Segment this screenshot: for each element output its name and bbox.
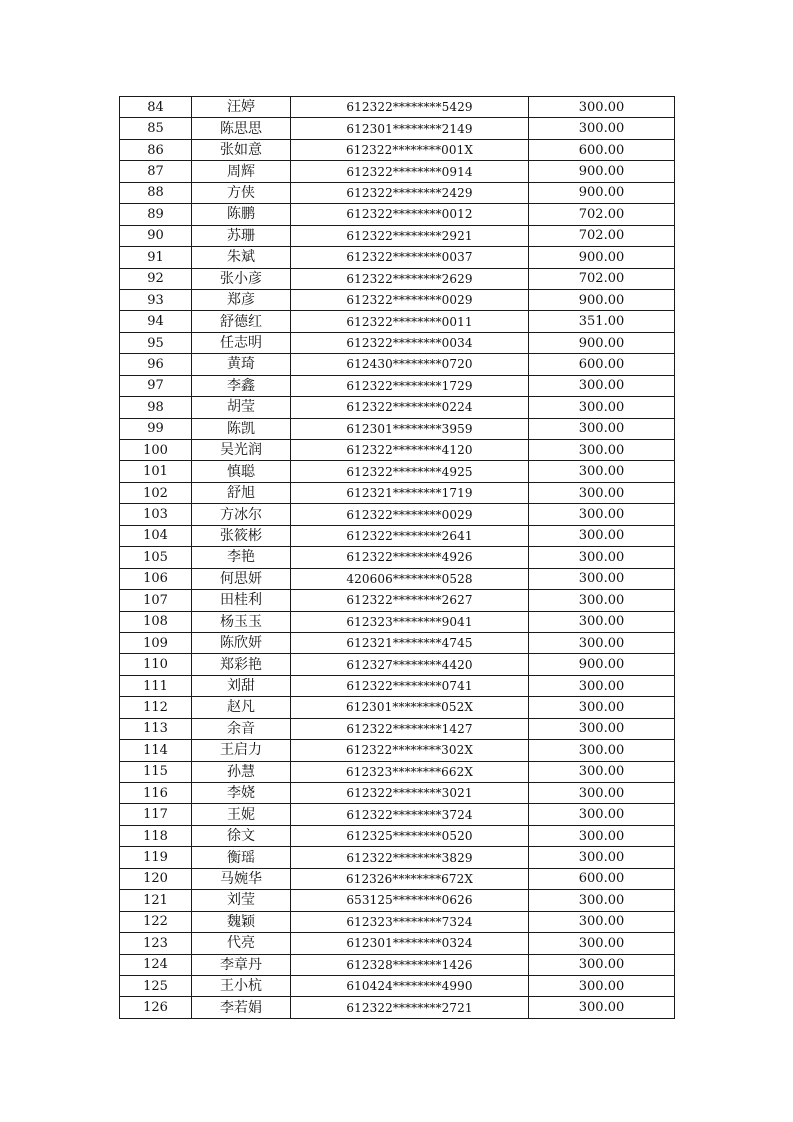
id-card-cell: 612322********2921: [291, 225, 529, 246]
amount-cell: 351.00: [529, 311, 675, 332]
id-card-cell: 612322********001X: [291, 139, 529, 160]
row-number-cell: 84: [120, 97, 192, 118]
id-card-cell: 612323********662X: [291, 761, 529, 782]
amount-cell: 300.00: [529, 440, 675, 461]
row-number-cell: 105: [120, 547, 192, 568]
table-row: [120, 847, 675, 868]
amount-cell: 300.00: [529, 911, 675, 932]
id-card-cell: 612322********2721: [291, 997, 529, 1018]
row-number-cell: 112: [120, 697, 192, 718]
table-row: [120, 247, 675, 268]
table-row: [120, 311, 675, 332]
id-card-cell: 612322********302X: [291, 740, 529, 761]
row-number-cell: 99: [120, 418, 192, 439]
id-card-cell: 612322********2429: [291, 182, 529, 203]
name-cell: 张筱彬: [192, 525, 291, 546]
row-number-cell: 94: [120, 311, 192, 332]
amount-cell: 900.00: [529, 182, 675, 203]
table-row: [120, 568, 675, 589]
id-card-cell: 612430********0720: [291, 354, 529, 375]
id-card-cell: 612322********0029: [291, 289, 529, 310]
name-cell: 李鑫: [192, 375, 291, 396]
id-card-cell: 612322********4925: [291, 461, 529, 482]
name-cell: 赵凡: [192, 697, 291, 718]
table-row: [120, 761, 675, 782]
table-row: [120, 97, 675, 118]
id-card-cell: 653125********0626: [291, 890, 529, 911]
row-number-cell: 109: [120, 632, 192, 653]
table-row: [120, 933, 675, 954]
table-row: [120, 418, 675, 439]
row-number-cell: 86: [120, 139, 192, 160]
name-cell: 方侠: [192, 182, 291, 203]
row-number-cell: 111: [120, 675, 192, 696]
table-row: [120, 354, 675, 375]
table-row: [120, 890, 675, 911]
row-number-cell: 92: [120, 268, 192, 289]
id-card-cell: 612322********5429: [291, 97, 529, 118]
id-card-cell: 612322********3829: [291, 847, 529, 868]
table-row: [120, 654, 675, 675]
table-row: [120, 440, 675, 461]
amount-cell: 900.00: [529, 247, 675, 268]
row-number-cell: 116: [120, 783, 192, 804]
amount-cell: 300.00: [529, 504, 675, 525]
amount-cell: 300.00: [529, 804, 675, 825]
table-row: [120, 289, 675, 310]
row-number-cell: 97: [120, 375, 192, 396]
amount-cell: 900.00: [529, 161, 675, 182]
table-row: [120, 225, 675, 246]
name-cell: 周辉: [192, 161, 291, 182]
amount-cell: 702.00: [529, 268, 675, 289]
id-card-cell: 420606********0528: [291, 568, 529, 589]
row-number-cell: 102: [120, 482, 192, 503]
row-number-cell: 124: [120, 954, 192, 975]
name-cell: 刘莹: [192, 890, 291, 911]
amount-cell: 702.00: [529, 204, 675, 225]
amount-cell: 300.00: [529, 568, 675, 589]
table-row: [120, 547, 675, 568]
name-cell: 陈鹏: [192, 204, 291, 225]
amount-cell: 300.00: [529, 890, 675, 911]
row-number-cell: 107: [120, 590, 192, 611]
row-number-cell: 95: [120, 332, 192, 353]
name-cell: 王启力: [192, 740, 291, 761]
amount-cell: 300.00: [529, 783, 675, 804]
table-row: [120, 482, 675, 503]
id-card-cell: 612322********4926: [291, 547, 529, 568]
name-cell: 张小彦: [192, 268, 291, 289]
id-card-cell: 612301********052X: [291, 697, 529, 718]
id-card-cell: 612322********1729: [291, 375, 529, 396]
table-row: [120, 783, 675, 804]
table-row: [120, 504, 675, 525]
amount-cell: 300.00: [529, 461, 675, 482]
table-row: [120, 632, 675, 653]
row-number-cell: 123: [120, 933, 192, 954]
name-cell: 魏颖: [192, 911, 291, 932]
name-cell: 余音: [192, 718, 291, 739]
name-cell: 代亮: [192, 933, 291, 954]
amount-cell: 300.00: [529, 933, 675, 954]
amount-cell: 600.00: [529, 868, 675, 889]
table-row: [120, 804, 675, 825]
row-number-cell: 93: [120, 289, 192, 310]
roster-table: [119, 96, 675, 1019]
row-number-cell: 103: [120, 504, 192, 525]
row-number-cell: 119: [120, 847, 192, 868]
name-cell: 郑彩艳: [192, 654, 291, 675]
table-row: [120, 182, 675, 203]
row-number-cell: 85: [120, 118, 192, 139]
table-row: [120, 697, 675, 718]
row-number-cell: 114: [120, 740, 192, 761]
table-row: [120, 525, 675, 546]
table-row: [120, 975, 675, 996]
name-cell: 苏珊: [192, 225, 291, 246]
id-card-cell: 612326********672X: [291, 868, 529, 889]
table-row: [120, 868, 675, 889]
name-cell: 舒德红: [192, 311, 291, 332]
amount-cell: 300.00: [529, 397, 675, 418]
amount-cell: 600.00: [529, 139, 675, 160]
row-number-cell: 98: [120, 397, 192, 418]
table-row: [120, 954, 675, 975]
amount-cell: 300.00: [529, 718, 675, 739]
row-number-cell: 108: [120, 611, 192, 632]
name-cell: 何思妍: [192, 568, 291, 589]
table-row: [120, 997, 675, 1018]
amount-cell: 300.00: [529, 97, 675, 118]
name-cell: 刘甜: [192, 675, 291, 696]
amount-cell: 300.00: [529, 611, 675, 632]
amount-cell: 300.00: [529, 847, 675, 868]
amount-cell: 300.00: [529, 118, 675, 139]
id-card-cell: 612327********4420: [291, 654, 529, 675]
table-row: [120, 825, 675, 846]
amount-cell: 300.00: [529, 375, 675, 396]
name-cell: 李若娟: [192, 997, 291, 1018]
id-card-cell: 612322********0037: [291, 247, 529, 268]
id-card-cell: 612323********9041: [291, 611, 529, 632]
name-cell: 李章丹: [192, 954, 291, 975]
id-card-cell: 612322********3724: [291, 804, 529, 825]
name-cell: 郑彦: [192, 289, 291, 310]
table-row: [120, 675, 675, 696]
name-cell: 方冰尔: [192, 504, 291, 525]
row-number-cell: 125: [120, 975, 192, 996]
amount-cell: 300.00: [529, 675, 675, 696]
name-cell: 黄琦: [192, 354, 291, 375]
id-card-cell: 612301********2149: [291, 118, 529, 139]
row-number-cell: 96: [120, 354, 192, 375]
table-row: [120, 332, 675, 353]
amount-cell: 300.00: [529, 547, 675, 568]
name-cell: 马婉华: [192, 868, 291, 889]
row-number-cell: 121: [120, 890, 192, 911]
id-card-cell: 610424********4990: [291, 975, 529, 996]
name-cell: 舒旭: [192, 482, 291, 503]
name-cell: 衡瑶: [192, 847, 291, 868]
name-cell: 李娆: [192, 783, 291, 804]
amount-cell: 300.00: [529, 975, 675, 996]
id-card-cell: 612322********0034: [291, 332, 529, 353]
amount-cell: 300.00: [529, 632, 675, 653]
row-number-cell: 91: [120, 247, 192, 268]
row-number-cell: 120: [120, 868, 192, 889]
table-row: [120, 375, 675, 396]
name-cell: 吴光润: [192, 440, 291, 461]
amount-cell: 300.00: [529, 954, 675, 975]
amount-cell: 900.00: [529, 654, 675, 675]
name-cell: 李艳: [192, 547, 291, 568]
table-row: [120, 161, 675, 182]
row-number-cell: 87: [120, 161, 192, 182]
name-cell: 慎聪: [192, 461, 291, 482]
table-row: [120, 590, 675, 611]
table-row: [120, 397, 675, 418]
name-cell: 陈欣妍: [192, 632, 291, 653]
table-row: [120, 718, 675, 739]
row-number-cell: 106: [120, 568, 192, 589]
name-cell: 王妮: [192, 804, 291, 825]
row-number-cell: 100: [120, 440, 192, 461]
name-cell: 田桂利: [192, 590, 291, 611]
row-number-cell: 118: [120, 825, 192, 846]
name-cell: 孙慧: [192, 761, 291, 782]
name-cell: 胡莹: [192, 397, 291, 418]
table-row: [120, 204, 675, 225]
id-card-cell: 612322********0914: [291, 161, 529, 182]
id-card-cell: 612322********1427: [291, 718, 529, 739]
amount-cell: 300.00: [529, 418, 675, 439]
table-row: [120, 611, 675, 632]
id-card-cell: 612301********0324: [291, 933, 529, 954]
name-cell: 陈凯: [192, 418, 291, 439]
amount-cell: 300.00: [529, 482, 675, 503]
row-number-cell: 115: [120, 761, 192, 782]
id-card-cell: 612322********0029: [291, 504, 529, 525]
id-card-cell: 612322********4120: [291, 440, 529, 461]
amount-cell: 300.00: [529, 590, 675, 611]
table-row: [120, 461, 675, 482]
name-cell: 任志明: [192, 332, 291, 353]
row-number-cell: 104: [120, 525, 192, 546]
row-number-cell: 110: [120, 654, 192, 675]
amount-cell: 600.00: [529, 354, 675, 375]
roster-table-body: [120, 97, 675, 1019]
id-card-cell: 612323********7324: [291, 911, 529, 932]
amount-cell: 900.00: [529, 332, 675, 353]
id-card-cell: 612322********2641: [291, 525, 529, 546]
row-number-cell: 90: [120, 225, 192, 246]
row-number-cell: 126: [120, 997, 192, 1018]
name-cell: 杨玉玉: [192, 611, 291, 632]
amount-cell: 300.00: [529, 525, 675, 546]
id-card-cell: 612322********0012: [291, 204, 529, 225]
amount-cell: 300.00: [529, 697, 675, 718]
table-row: [120, 118, 675, 139]
table-row: [120, 740, 675, 761]
id-card-cell: 612322********0011: [291, 311, 529, 332]
id-card-cell: 612322********3021: [291, 783, 529, 804]
id-card-cell: 612325********0520: [291, 825, 529, 846]
amount-cell: 900.00: [529, 289, 675, 310]
table-row: [120, 911, 675, 932]
name-cell: 王小杭: [192, 975, 291, 996]
row-number-cell: 117: [120, 804, 192, 825]
id-card-cell: 612321********1719: [291, 482, 529, 503]
name-cell: 朱斌: [192, 247, 291, 268]
name-cell: 陈思思: [192, 118, 291, 139]
id-card-cell: 612322********2629: [291, 268, 529, 289]
amount-cell: 702.00: [529, 225, 675, 246]
row-number-cell: 88: [120, 182, 192, 203]
id-card-cell: 612301********3959: [291, 418, 529, 439]
row-number-cell: 101: [120, 461, 192, 482]
id-card-cell: 612321********4745: [291, 632, 529, 653]
id-card-cell: 612328********1426: [291, 954, 529, 975]
id-card-cell: 612322********0224: [291, 397, 529, 418]
name-cell: 张如意: [192, 139, 291, 160]
amount-cell: 300.00: [529, 997, 675, 1018]
name-cell: 徐文: [192, 825, 291, 846]
table-row: [120, 268, 675, 289]
amount-cell: 300.00: [529, 761, 675, 782]
id-card-cell: 612322********0741: [291, 675, 529, 696]
amount-cell: 300.00: [529, 740, 675, 761]
id-card-cell: 612322********2627: [291, 590, 529, 611]
name-cell: 汪婷: [192, 97, 291, 118]
table-row: [120, 139, 675, 160]
amount-cell: 300.00: [529, 825, 675, 846]
row-number-cell: 122: [120, 911, 192, 932]
row-number-cell: 89: [120, 204, 192, 225]
row-number-cell: 113: [120, 718, 192, 739]
